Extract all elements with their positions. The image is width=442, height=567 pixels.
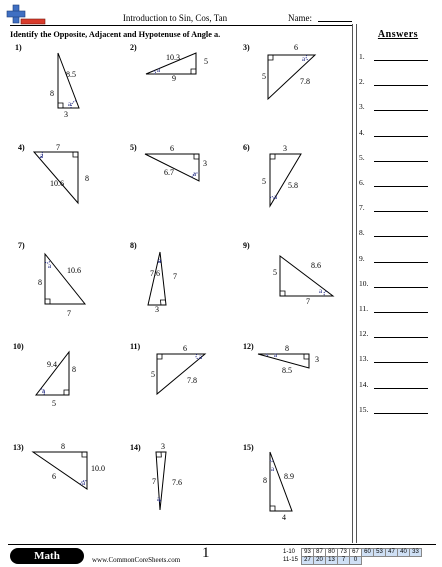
- footer-rule: [8, 544, 436, 545]
- side-length: 6: [170, 144, 174, 153]
- problem-3: [243, 43, 315, 99]
- answer-number: 2.: [359, 77, 365, 87]
- angle-label: a: [274, 351, 278, 359]
- answer-number: 15.: [359, 404, 369, 414]
- angle-label: a: [274, 193, 278, 201]
- problem-5: [130, 143, 207, 181]
- side-length: 3: [64, 110, 68, 119]
- side-length: 10.6: [67, 266, 81, 275]
- side-length: 6: [183, 344, 187, 353]
- answer-number: 5.: [359, 152, 365, 162]
- answer-number: 7.: [359, 203, 365, 213]
- side-length: 7: [56, 143, 60, 152]
- answer-number: 6.: [359, 178, 365, 187]
- side-length: 7: [173, 272, 177, 281]
- problem-14: [130, 442, 182, 510]
- side-length: 8.5: [282, 366, 292, 375]
- right-angle-mark: [45, 299, 50, 304]
- side-length: 5.8: [288, 181, 298, 190]
- side-length: 6: [52, 472, 56, 481]
- right-angle-mark: [280, 291, 285, 296]
- problem-number: 4): [18, 143, 25, 152]
- score-cell: 67: [350, 549, 362, 557]
- side-length: 3: [155, 305, 159, 314]
- side-length: 7.6: [150, 269, 160, 278]
- angle-label: a: [42, 387, 46, 395]
- side-length: 3: [161, 442, 165, 451]
- side-length: 8: [263, 476, 267, 485]
- problem-8: [130, 241, 177, 314]
- page-title: Introduction to Sin, Cos, Tan: [122, 13, 228, 23]
- right-angle-mark: [268, 55, 273, 60]
- score-cell: 27: [302, 557, 314, 565]
- side-length: 3: [283, 144, 287, 153]
- side-length: 4: [282, 513, 286, 522]
- problem-number: 13): [13, 443, 24, 452]
- problem-9: [243, 241, 333, 306]
- instructions: Identify the Opposite, Adjacent and Hypotenuse of Angle a.: [10, 30, 221, 39]
- right-angle-mark: [64, 390, 69, 395]
- side-length: 8: [50, 89, 54, 98]
- problem-number: 6): [243, 143, 250, 152]
- side-length: 8.9: [284, 472, 294, 481]
- side-length: 9: [172, 74, 176, 83]
- answer-number: 8.: [359, 228, 365, 238]
- problem-number: 7): [18, 241, 25, 250]
- side-length: 7.8: [187, 376, 197, 385]
- angle-label: a: [68, 100, 72, 108]
- right-angle-mark: [194, 154, 199, 159]
- right-angle-mark: [270, 154, 275, 159]
- right-angle-mark: [156, 452, 161, 457]
- angle-label: a: [302, 55, 306, 63]
- side-length: 8: [38, 278, 42, 287]
- problem-10: [13, 342, 76, 408]
- angle-label: a: [157, 66, 161, 74]
- site-url: www.CommonCoreSheets.com: [92, 556, 181, 564]
- angle-label: a: [319, 287, 323, 295]
- angle-label: a: [193, 170, 197, 178]
- problem-2: [130, 43, 208, 83]
- triangle: [148, 252, 166, 305]
- problem-number: 11): [130, 342, 141, 351]
- score-cell: 0: [350, 557, 362, 565]
- side-length: 5: [262, 177, 266, 186]
- problem-4: [18, 143, 89, 203]
- angle-label: a: [158, 257, 162, 265]
- angle-arc: [324, 291, 327, 296]
- side-length: 10.0: [91, 464, 105, 473]
- score-row: [283, 557, 422, 565]
- right-angle-mark: [270, 506, 275, 511]
- answer-number: 12.: [359, 329, 369, 339]
- side-length: 5: [52, 399, 56, 408]
- side-length: 8: [72, 365, 76, 374]
- problem-number: 2): [130, 43, 137, 52]
- right-angle-mark: [157, 354, 162, 359]
- right-angle-mark: [160, 300, 165, 305]
- right-angle-mark: [191, 69, 196, 74]
- answer-number: 9.: [359, 253, 365, 263]
- problem-7: [18, 241, 85, 318]
- side-length: 5: [273, 268, 277, 277]
- problem-number: 9): [243, 241, 250, 250]
- angle-label: a: [199, 353, 203, 361]
- answer-number: 10.: [359, 278, 369, 288]
- side-length: 3: [203, 159, 207, 168]
- score-cell: 33: [410, 549, 422, 557]
- right-angle-mark: [304, 354, 309, 359]
- problem-number: 1): [15, 43, 22, 52]
- side-length: 7: [306, 297, 310, 306]
- side-length: 8: [85, 174, 89, 183]
- problem-number: 3): [243, 43, 250, 52]
- answer-number: 3.: [359, 102, 365, 112]
- score-cell: 7: [338, 557, 350, 565]
- side-length: 5: [262, 72, 266, 81]
- name-label: Name:: [288, 13, 312, 23]
- side-length: 6: [294, 43, 298, 52]
- problem-number: 15): [243, 443, 254, 452]
- problem-6: [243, 143, 301, 206]
- score-row: [283, 549, 422, 557]
- score-cell: 80: [326, 549, 338, 557]
- side-length: 10.3: [166, 53, 180, 62]
- side-length: 8.5: [66, 70, 76, 79]
- problem-15: [243, 443, 294, 522]
- answers-heading: Answers: [377, 29, 419, 40]
- triangle: [33, 452, 87, 489]
- right-angle-mark: [82, 452, 87, 457]
- side-length: 5: [151, 370, 155, 379]
- triangle: [270, 452, 292, 511]
- problem-number: 8): [130, 241, 137, 250]
- score-cell: 20: [314, 557, 326, 565]
- angle-label: a: [157, 495, 161, 503]
- problem-11: [130, 342, 205, 394]
- page-number: 1: [202, 545, 210, 561]
- score-cell: 47: [386, 549, 398, 557]
- angle-label: a: [48, 262, 52, 270]
- answer-number: 4.: [359, 127, 365, 137]
- side-length: 8: [61, 442, 65, 451]
- side-length: 7.8: [300, 77, 310, 86]
- triangle: [157, 354, 205, 394]
- problem-1: [15, 43, 79, 119]
- side-length: 7: [152, 477, 156, 486]
- problem-number: 5): [130, 143, 137, 152]
- side-length: 10.6: [50, 179, 64, 188]
- angle-label: a: [40, 152, 44, 160]
- score-range: 11-15: [283, 557, 298, 563]
- right-angle-mark: [58, 103, 63, 108]
- angle-label: a: [82, 479, 86, 487]
- problem-number: 10): [13, 342, 24, 351]
- math-badge: Math: [10, 548, 84, 564]
- angle-label: a: [271, 465, 275, 473]
- answer-number: 11.: [359, 304, 369, 313]
- angle-arc: [71, 101, 76, 108]
- score-cell: 87: [314, 549, 326, 557]
- answer-number: 1.: [359, 52, 365, 61]
- score-cell: 40: [398, 549, 410, 557]
- angle-arc: [270, 459, 273, 461]
- score-cell: 93: [302, 549, 314, 557]
- score-table: [283, 548, 422, 565]
- score-cell: 53: [374, 549, 386, 557]
- right-angle-mark: [73, 152, 78, 157]
- side-length: 7: [67, 309, 71, 318]
- problem-12: [243, 342, 319, 375]
- score-cell: 73: [338, 549, 350, 557]
- side-length: 9.4: [47, 360, 57, 369]
- side-length: 8.6: [311, 261, 321, 270]
- problem-13: [13, 442, 105, 489]
- problem-number: 12): [243, 342, 254, 351]
- side-length: 6.7: [164, 168, 174, 177]
- side-length: 7.6: [172, 478, 182, 487]
- problem-number: 14): [130, 443, 141, 452]
- answer-number: 13.: [359, 354, 369, 364]
- score-cell: 60: [362, 549, 374, 557]
- score-range: 1-10: [283, 549, 296, 555]
- angle-arc: [306, 55, 309, 60]
- score-cell: 13: [326, 557, 338, 565]
- side-length: 8: [285, 344, 289, 353]
- side-length: 5: [204, 57, 208, 66]
- triangle: [280, 256, 333, 296]
- side-length: 3: [315, 355, 319, 364]
- answer-number: 14.: [359, 379, 369, 389]
